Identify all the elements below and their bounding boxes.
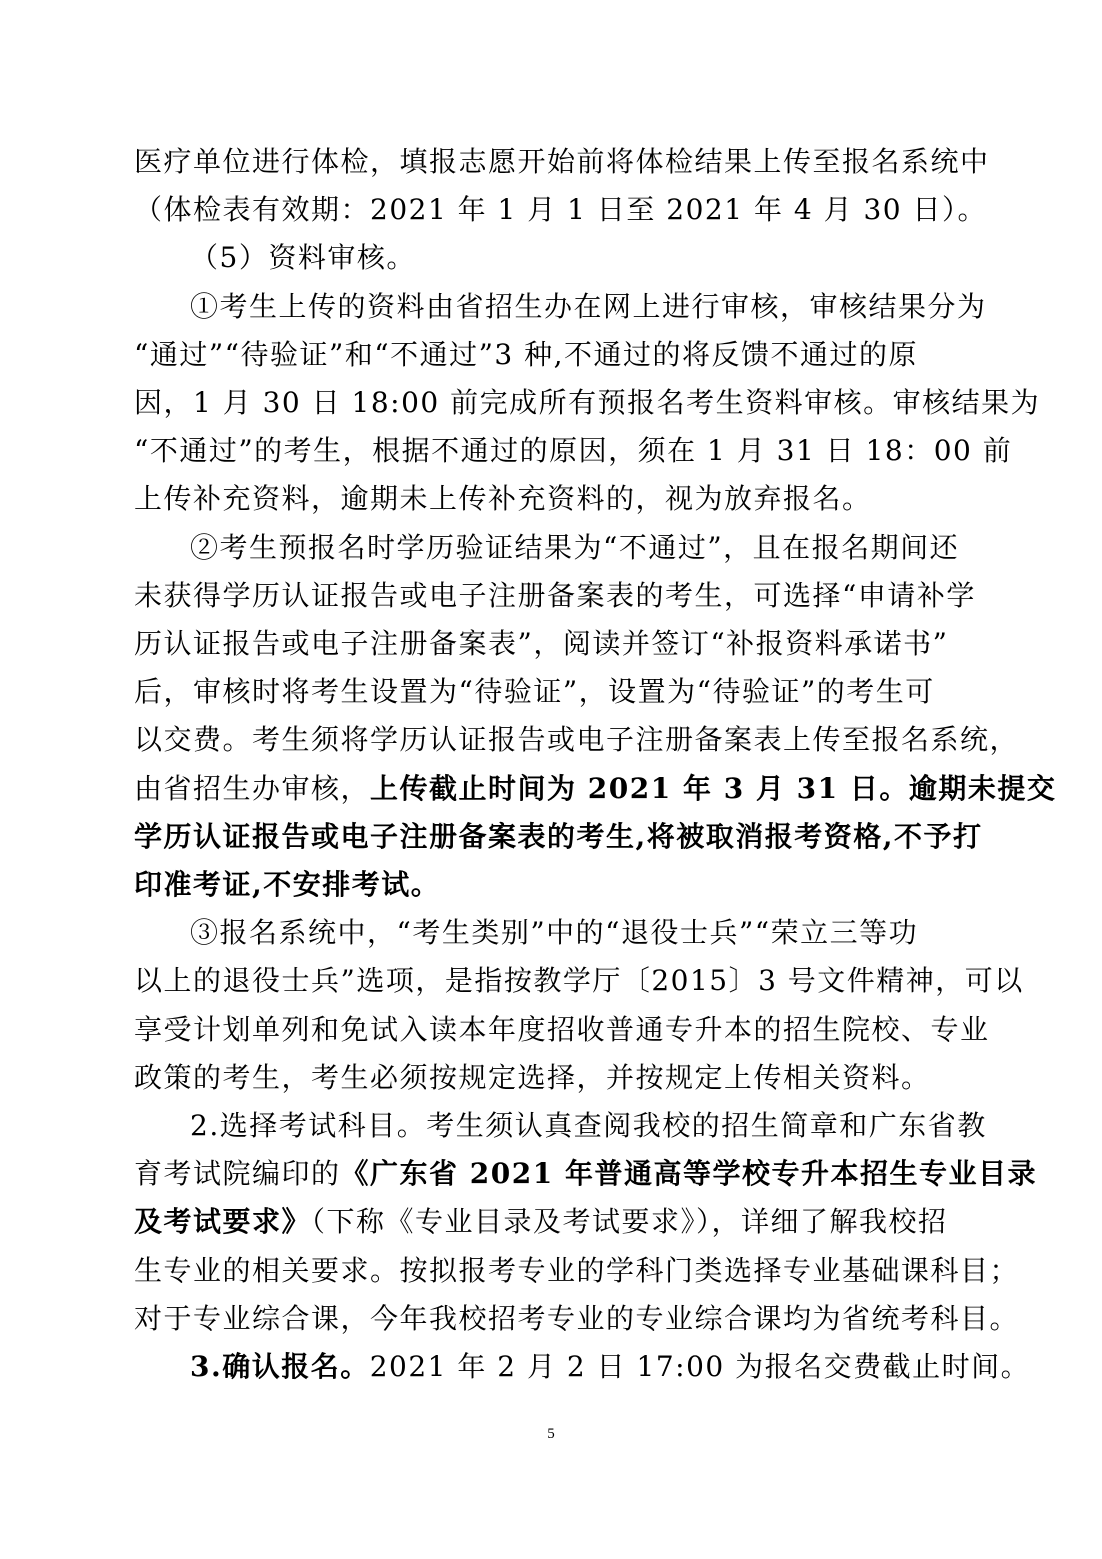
text-line	[190, 281, 987, 333]
text-line	[134, 1004, 990, 1056]
text-line	[134, 1293, 1019, 1345]
text-line	[134, 714, 1019, 766]
text-segment: ①考生上传的资料由省招生办在网上进行审核，审核结果分为	[190, 289, 987, 323]
text-line	[190, 1341, 1030, 1393]
text-segment: 政策的考生，考生必须按规定选择，并按规定上传相关资料。	[134, 1060, 931, 1094]
text-segment: 育考试院编印的	[134, 1157, 341, 1191]
text-line	[134, 136, 990, 188]
text-line	[134, 666, 935, 718]
text-segment: 医疗单位进行体检，填报志愿开始前将体检结果上传至报名系统中	[134, 145, 990, 178]
text-line	[134, 955, 1024, 1007]
text-segment: “通过”“待验证”和“不通过”3 种,不通过的将反馈不通过的原	[134, 337, 919, 371]
text-line	[134, 377, 1040, 429]
text-line	[134, 473, 872, 525]
text-line	[190, 1100, 987, 1152]
bold-text-segment: 上传截止时间为 2021 年 3 月 31 日。逾期未提交	[370, 771, 1057, 805]
text-segment: 由省招生办审核，	[134, 771, 371, 805]
text-segment: 对于专业综合课，今年我校招考专业的专业综合课均为省统考科目。	[134, 1301, 1020, 1335]
text-line	[134, 763, 1056, 815]
text-segment: 后，审核时将考生设置为“待验证”，设置为“待验证”的考生可	[134, 675, 935, 709]
text-segment: 以上的退役士兵”选项，是指按教学厅〔2015〕3 号文件精神，可以	[134, 964, 1024, 998]
text-line	[134, 618, 948, 670]
text-segment: ③报名系统中，“考生类别”中的“退役士兵”“荣立三等功	[190, 916, 919, 950]
bold-text-segment: 及考试要求》	[134, 1205, 312, 1239]
text-line	[134, 859, 440, 911]
text-segment: （下称《专业目录及考试要求》），详细了解我校招	[311, 1205, 948, 1239]
text-line	[190, 907, 918, 959]
page-number: 5	[547, 1426, 555, 1442]
text-segment: 未获得学历认证报告或电子注册备案表的考生，可选择“申请补学	[134, 578, 976, 612]
text-segment: 2021 年 2 月 2 日 17:00 为报名交费截止时间。	[369, 1350, 1031, 1383]
text-segment: “不通过”的考生，根据不通过的原因，须在 1 月 31 日 18：00 前	[134, 434, 1013, 468]
text-segment: 以交费。考生须将学历认证报告或电子注册备案表上传至报名系统，	[134, 723, 1020, 757]
text-segment: 享受计划单列和免试入读本年度招收普通专升本的招生院校、专业	[134, 1012, 990, 1046]
text-segment: （5）资料审核。	[190, 241, 416, 275]
text-line	[134, 1052, 931, 1104]
text-segment: 上传补充资料，逾期未上传补充资料的，视为放弃报名。	[134, 482, 872, 516]
text-segment: 因，1 月 30 日 18:00 前完成所有预报名考生资料审核。审核结果为	[134, 386, 1041, 419]
text-line	[134, 570, 976, 622]
text-line	[134, 184, 987, 236]
text-line	[190, 232, 416, 284]
text-segment: 2.选择考试科目。考生须认真查阅我校的招生简章和广东省教	[190, 1109, 987, 1142]
text-line	[134, 1148, 1037, 1200]
text-line	[134, 1196, 948, 1248]
text-line	[134, 329, 918, 381]
bold-text-segment: 《广东省 2021 年普通高等学校专升本招生专业目录	[340, 1157, 1037, 1191]
bold-text-segment: 3.确认报名。	[190, 1350, 370, 1383]
text-line	[134, 1245, 1019, 1297]
text-segment: （体检表有效期：2021 年 1 月 1 日至 2021 年 4 月 30 日）。	[134, 193, 987, 227]
bold-text-segment: 学历认证报告或电子注册备案表的考生,将被取消报考资格,不予打	[134, 819, 983, 853]
text-segment: 生专业的相关要求。按拟报考专业的学科门类选择专业基础课科目；	[134, 1253, 1020, 1287]
text-line	[134, 811, 983, 863]
text-segment: ②考生预报名时学历验证结果为“不通过”，且在报名期间还	[190, 530, 960, 564]
bold-text-segment: 印准考证,不安排考试。	[134, 868, 441, 901]
text-line	[190, 522, 959, 574]
text-segment: 历认证报告或电子注册备案表”，阅读并签订“补报资料承诺书”	[134, 627, 949, 660]
text-line	[134, 425, 1012, 477]
